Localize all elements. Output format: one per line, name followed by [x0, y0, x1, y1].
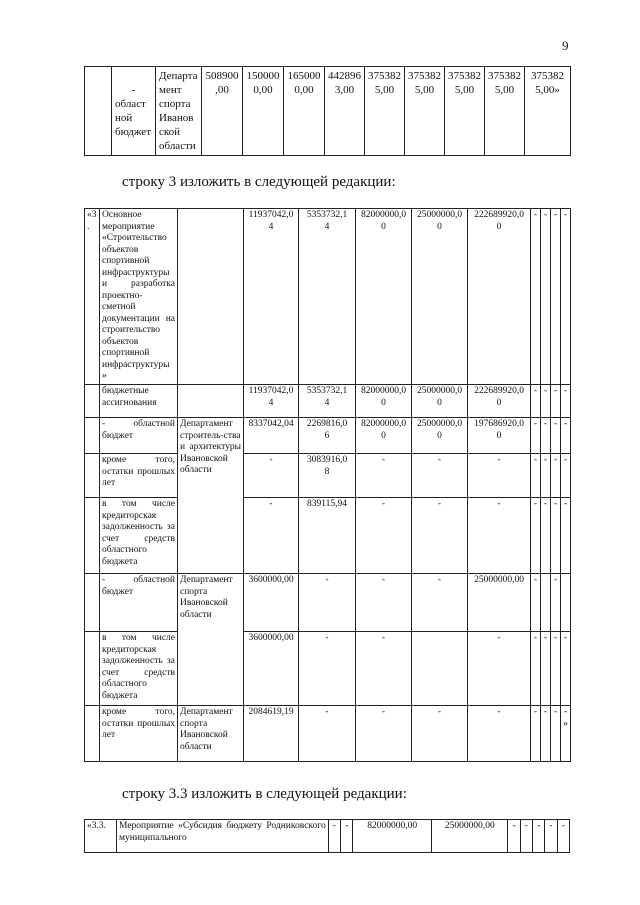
cell-dash: - [541, 632, 551, 706]
cell-source: - област ной бюджет [112, 67, 156, 156]
cell-dash: - [551, 385, 561, 418]
cell-value: 3600000,00 [244, 574, 299, 632]
cell-value: - [244, 498, 299, 574]
cell-dash: - [551, 454, 561, 498]
cell-dash: - [541, 385, 551, 418]
cell-value: 25000000,0 0 [412, 418, 468, 454]
cell-dash: - [551, 418, 561, 454]
cell-value: 839115,94 [299, 498, 356, 574]
cell-value: 2269816,0 6 [299, 418, 356, 454]
table-row [85, 706, 571, 762]
cell-dash: - [561, 632, 571, 706]
cell-desc: кроме того, остатки прошлых лет [100, 454, 178, 498]
heading-row-3-3: строку 3.3 изложить в следующей редакции: [122, 786, 407, 802]
cell-value: 375382 5,00 [405, 67, 445, 156]
cell-dash: - [541, 454, 551, 498]
cell-value: - [412, 454, 468, 498]
cell-value: 2084619,19 [244, 706, 299, 762]
cell-value: 82000000,0 0 [356, 418, 412, 454]
cell-dash: - [531, 209, 541, 385]
cell-dash: - [561, 385, 571, 418]
cell-dept: Департа мент спорта Иванов ской области [156, 67, 202, 156]
table-row [85, 385, 571, 418]
cell-value: - [299, 574, 356, 632]
cell-value: - [468, 454, 531, 498]
cell-desc: в том числе кредиторская задолженность за счет средств областного бюджета [100, 498, 178, 574]
table-row [85, 418, 571, 454]
cell-value: 11937042,0 4 [244, 209, 299, 385]
cell-value: 82000000,0 0 [356, 209, 412, 385]
cell-desc: Основное мероприятие «Строительство объектов спортивной инфраструктуры и разработка проектно-сметной документации на строительство объектов спортивной инфраструктуры » [100, 209, 178, 385]
cell-value: 25000000,0 0 [412, 209, 468, 385]
cell-dash: - [561, 418, 571, 454]
cell-dash: - [561, 498, 571, 574]
table-row [85, 454, 571, 498]
cell-num: «3 . [85, 209, 100, 385]
cell-value: 165000 0,00 [284, 67, 325, 156]
cell-value: - [356, 632, 412, 706]
cell-value: 375382 5,00» [525, 67, 571, 156]
cell-dash: - [551, 498, 561, 574]
cell-dash: - [520, 820, 532, 853]
cell-dept: Департамент спорта Ивановской области [178, 706, 244, 762]
cell-dash [541, 574, 551, 632]
cell-value: 82000000,0 0 [356, 385, 412, 418]
cell-empty [85, 67, 112, 156]
cell-value: 5353732,1 4 [299, 385, 356, 418]
cell-dash: - » [561, 706, 571, 762]
cell-dash: - [508, 820, 520, 853]
cell-value: - [299, 706, 356, 762]
cell-value: 3600000,00 [244, 632, 299, 706]
cell-dash: - [541, 498, 551, 574]
table-row [85, 498, 571, 574]
heading-row-3: строку 3 изложить в следующей редакции: [122, 174, 396, 190]
cell-num [85, 632, 100, 706]
cell-dash: - [561, 209, 571, 385]
cell-value: 11937042,0 4 [244, 385, 299, 418]
table-row [85, 67, 571, 156]
table-row [85, 209, 571, 385]
cell-dept [178, 385, 244, 418]
cell-dash: - [551, 632, 561, 706]
cell-dept: Департамент строитель-ства и архитектуры Ивановской области [178, 418, 244, 574]
cell-dash: - [531, 454, 541, 498]
cell-dash: - [531, 498, 541, 574]
cell-value: - [468, 632, 531, 706]
cell-dash: - [531, 418, 541, 454]
cell-dash: - [341, 820, 353, 853]
cell-num: «3.3. [85, 820, 117, 853]
table-row [85, 820, 570, 853]
cell-num [85, 706, 100, 762]
cell-desc: в том числе кредиторская задолженность за счет средств областного бюджета [100, 632, 178, 706]
cell-dash [561, 574, 571, 632]
cell-value: 508900 ,00 [202, 67, 243, 156]
cell-value: - [412, 706, 468, 762]
cell-value: 375382 5,00 [485, 67, 525, 156]
cell-dash: - [533, 820, 545, 853]
main-table [84, 208, 571, 762]
cell-dash: - [541, 706, 551, 762]
cell-num [85, 574, 100, 632]
cell-value: - [468, 706, 531, 762]
cell-value: 150000 0,00 [243, 67, 284, 156]
cell-dash: - [551, 706, 561, 762]
cell-dash: - [557, 820, 569, 853]
cell-value: - [244, 454, 299, 498]
cell-num [85, 498, 100, 574]
cell-desc: Мероприятие «Субсидия бюджету Родниковского муниципального [117, 820, 329, 853]
cell-desc: - областной бюджет [100, 574, 178, 632]
table-row [85, 632, 571, 706]
cell-dept: Департамент спорта Ивановской области [178, 574, 244, 706]
table-row [85, 574, 571, 632]
cell-value: 222689920,0 0 [468, 209, 531, 385]
cell-dash: - [541, 418, 551, 454]
cell-desc: бюджетные ассигнования [100, 385, 178, 418]
cell-value: 25000000,0 0 [412, 385, 468, 418]
cell-value: - [356, 706, 412, 762]
cell-dash: - [541, 209, 551, 385]
cell-value: 8337042,04 [244, 418, 299, 454]
cell-value: - [468, 498, 531, 574]
cell-value: 197686920,0 0 [468, 418, 531, 454]
cell-num [85, 385, 100, 418]
cell-dept [178, 209, 244, 385]
cell-dash: - [531, 706, 541, 762]
cell-value: 442896 3,00 [325, 67, 365, 156]
cell-value: - [356, 574, 412, 632]
cell-value: 82000000,00 [353, 820, 432, 853]
cell-value: - [356, 454, 412, 498]
cell-num [85, 454, 100, 498]
cell-value: 222689920,0 0 [468, 385, 531, 418]
cell-value: 3083916,0 8 [299, 454, 356, 498]
cell-value: - [412, 574, 468, 632]
cell-value: 25000000,00 [468, 574, 531, 632]
top-table [84, 66, 571, 156]
cell-num [85, 418, 100, 454]
cell-dash: - [531, 385, 541, 418]
cell-value: - [356, 498, 412, 574]
cell-dash: - [531, 574, 541, 632]
cell-dash: - [531, 632, 541, 706]
cell-value: 5353732,1 4 [299, 209, 356, 385]
cell-desc: - областной бюджет [100, 418, 178, 454]
cell-dash: - [551, 574, 561, 632]
cell-value [412, 632, 468, 706]
cell-value: 375382 5,00 [365, 67, 405, 156]
cell-dash: - [551, 209, 561, 385]
cell-dash: - [545, 820, 557, 853]
cell-value: - [412, 498, 468, 574]
cell-dash: - [561, 454, 571, 498]
cell-value: 25000000,00 [432, 820, 508, 853]
cell-value: - [299, 632, 356, 706]
bottom-table [84, 819, 570, 853]
page-number: 9 [562, 38, 569, 53]
cell-desc: кроме того, остатки прошлых лет [100, 706, 178, 762]
cell-dash: - [328, 820, 340, 853]
cell-value: 375382 5,00 [445, 67, 485, 156]
